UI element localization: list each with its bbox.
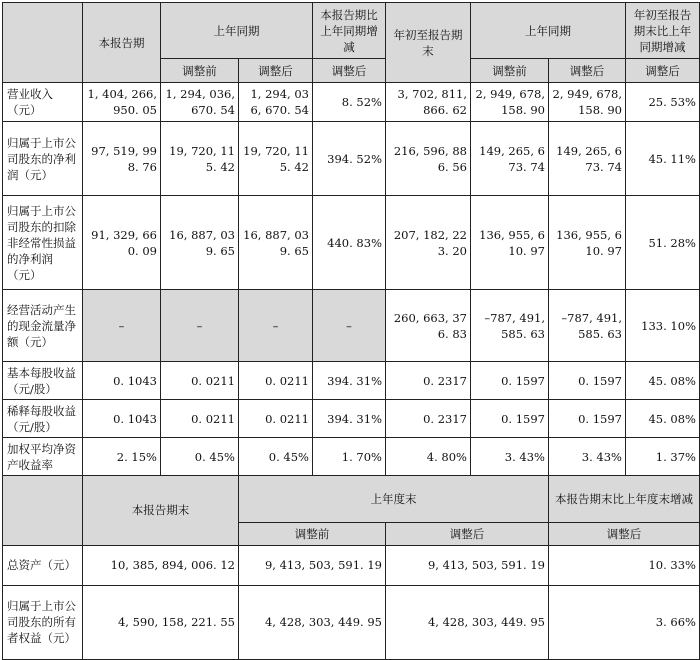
table-cell: 16, 887, 039. 65 (239, 196, 313, 290)
table-cell: – (239, 290, 313, 362)
table-cell: 1, 294, 036, 670. 54 (239, 83, 313, 122)
table-cell: 440. 83% (313, 196, 386, 290)
table-cell: 0. 0211 (239, 400, 313, 438)
header-current-period: 本报告期 (83, 3, 161, 83)
header-balance-after-adjust: 调整后 (386, 522, 549, 545)
table-cell: 207, 182, 223. 20 (386, 196, 471, 290)
row-label: 归属于上市公司股东的所有者权益（元） (3, 585, 83, 659)
header-ytd-after-adjust-change: 调整后 (626, 59, 700, 83)
table-cell: 45. 11% (626, 122, 700, 196)
table-cell: – (83, 290, 161, 362)
table-cell: 4, 428, 303, 449. 95 (239, 585, 386, 659)
table-cell: 1, 294, 036, 670. 54 (161, 83, 239, 122)
table-cell: 25. 53% (626, 83, 700, 122)
table-cell: 97, 519, 998. 76 (83, 122, 161, 196)
header-after-adjust-change: 调整后 (313, 59, 386, 83)
header-ytd-after-adjust: 调整后 (549, 59, 626, 83)
table-row (3, 196, 700, 290)
header-last-year-end: 上年度末 (239, 476, 549, 522)
table-cell: 394. 31% (313, 400, 386, 438)
table-cell: 3. 43% (549, 438, 626, 476)
main-financial-table (2, 2, 700, 476)
table-cell: 216, 596, 886. 56 (386, 122, 471, 196)
header-yoy-change: 本报告期比上年同期增减 (313, 3, 386, 59)
row-label: 加权平均净资产收益率 (3, 438, 83, 476)
table-cell: –787, 491, 585. 63 (549, 290, 626, 362)
table-cell: 0. 45% (239, 438, 313, 476)
table-cell: 0. 1597 (471, 362, 549, 400)
table-cell: 3. 66% (549, 585, 700, 659)
table-cell: 45. 08% (626, 362, 700, 400)
row-label: 归属于上市公司股东的净利润（元） (3, 122, 83, 196)
table-cell: 9, 413, 503, 591. 19 (386, 545, 549, 585)
table-row (3, 290, 700, 362)
table-cell: 45. 08% (626, 400, 700, 438)
table-cell: 3. 43% (471, 438, 549, 476)
table-row (3, 438, 700, 476)
header-before-adjust: 调整前 (161, 59, 239, 83)
table-cell: 2. 15% (83, 438, 161, 476)
header-balance-before-adjust: 调整前 (239, 522, 386, 545)
table-cell: 4. 80% (386, 438, 471, 476)
balance-corner-cell (3, 476, 83, 545)
table-cell: 3, 702, 811, 866. 62 (386, 83, 471, 122)
balance-header-row-1 (3, 476, 700, 522)
header-ytd-before-adjust: 调整前 (471, 59, 549, 83)
table-cell: 0. 1043 (83, 400, 161, 438)
table-cell: – (313, 290, 386, 362)
table-cell: 0. 0211 (161, 362, 239, 400)
table-cell: 136, 955, 610. 97 (549, 196, 626, 290)
balance-sheet-table (2, 476, 700, 660)
table-row (3, 83, 700, 122)
financial-data-tables (2, 2, 699, 660)
table-cell: 9, 413, 503, 591. 19 (239, 545, 386, 585)
table-cell: 51. 28% (626, 196, 700, 290)
table-cell: 133. 10% (626, 290, 700, 362)
header-after-adjust: 调整后 (239, 59, 313, 83)
table-cell: 394. 31% (313, 362, 386, 400)
table-cell: 0. 1597 (549, 362, 626, 400)
row-label: 稀释每股收益（元/股） (3, 400, 83, 438)
table-cell: 1. 37% (626, 438, 700, 476)
table-cell: 0. 2317 (386, 400, 471, 438)
header-last-year-same-period: 上年同期 (161, 3, 313, 59)
corner-cell (3, 3, 83, 83)
row-label: 经营活动产生的现金流量净额（元） (3, 290, 83, 362)
table-cell: 0. 0211 (239, 362, 313, 400)
table-cell: 0. 1597 (549, 400, 626, 438)
table-cell: 0. 45% (161, 438, 239, 476)
table-cell: 394. 52% (313, 122, 386, 196)
table-cell: 4, 428, 303, 449. 95 (386, 585, 549, 659)
table-cell: 1. 70% (313, 438, 386, 476)
header-balance-after-adjust-change: 调整后 (549, 522, 700, 545)
table-cell: 0. 1043 (83, 362, 161, 400)
row-label: 总资产（元） (3, 545, 83, 585)
table-row (3, 400, 700, 438)
header-period-end: 本报告期末 (83, 476, 239, 545)
table-row (3, 585, 700, 659)
header-row-1 (3, 3, 700, 59)
table-cell: 149, 265, 673. 74 (471, 122, 549, 196)
table-row (3, 545, 700, 585)
header-ytd-change: 年初至报告期末比上年同期增减 (626, 3, 700, 59)
table-cell: 19, 720, 115. 42 (239, 122, 313, 196)
table-cell: 10. 33% (549, 545, 700, 585)
table-cell: 260, 663, 376. 83 (386, 290, 471, 362)
table-row (3, 122, 700, 196)
table-cell: 10, 385, 894, 006. 12 (83, 545, 239, 585)
table-cell: 2, 949, 678, 158. 90 (471, 83, 549, 122)
table-cell: 0. 2317 (386, 362, 471, 400)
table-cell: 149, 265, 673. 74 (549, 122, 626, 196)
header-period-end-change: 本报告期末比上年度末增减 (549, 476, 700, 522)
table-cell: 8. 52% (313, 83, 386, 122)
table-cell: 136, 955, 610. 97 (471, 196, 549, 290)
table-cell: 1, 404, 266, 950. 05 (83, 83, 161, 122)
header-ytd-last-year: 上年同期 (471, 3, 626, 59)
table-cell: 19, 720, 115. 42 (161, 122, 239, 196)
row-label: 营业收入（元） (3, 83, 83, 122)
header-ytd: 年初至报告期末 (386, 3, 471, 83)
table-cell: 16, 887, 039. 65 (161, 196, 239, 290)
table-cell: 0. 1597 (471, 400, 549, 438)
row-label: 归属于上市公司股东的扣除非经常性损益的净利润（元） (3, 196, 83, 290)
table-cell: –787, 491, 585. 63 (471, 290, 549, 362)
table-cell: 4, 590, 158, 221. 55 (83, 585, 239, 659)
table-row (3, 362, 700, 400)
table-cell: 0. 0211 (161, 400, 239, 438)
table-cell: – (161, 290, 239, 362)
table-cell: 91, 329, 660. 09 (83, 196, 161, 290)
table-cell: 2, 949, 678, 158. 90 (549, 83, 626, 122)
row-label: 基本每股收益（元/股） (3, 362, 83, 400)
